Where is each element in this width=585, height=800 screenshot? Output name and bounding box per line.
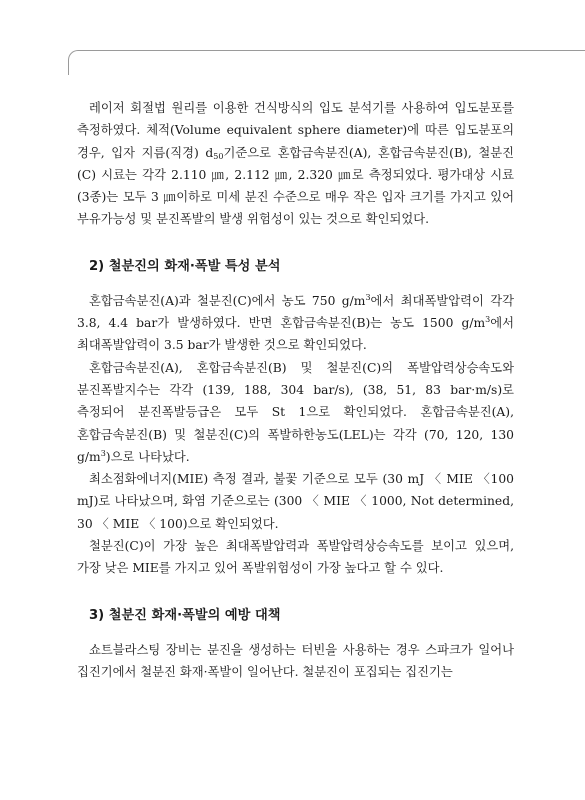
paragraph-particle-size (77, 97, 514, 231)
page-body (77, 97, 514, 683)
paragraph-max-explosion-pressure (77, 290, 514, 357)
text-run: 혼합금속분진(A)과 철분진(C)에서 농도 750 g/m (89, 293, 366, 308)
section-heading-prevention-measures: 3) 철분진 화재·폭발의 예방 대책 (89, 607, 281, 623)
paragraph-min-ignition-energy: 최소점화에너지(MIE) 측정 결과, 불꽃 기준으로 모두 (30 mJ 〈 MIE 〈100 mJ)로 나타났으며, 화염 기준으로는 (300 〈 MIE 〈 1000, Not determined, 30 〈 MIE 〈 100)으로 확인되었다. (77, 472, 514, 531)
page-header-rule (68, 50, 585, 75)
superscript: 3 (365, 292, 371, 302)
subscript: 50 (213, 151, 224, 161)
text-run: 레이저 회절법 원리를 이용한 건식방식의 입도 분석기를 사용하여 입도분포를 측정하였다. 체적(Volume equivalent sphere diameter)에 따른 입도분포의 경우, 입자 지름(직경) d (77, 101, 514, 160)
text-run: 기준으로 혼합금속분진(A), 혼합금속분진(B), 철분진(C) 시료는 각각 2.110 ㎛, 2.112 ㎛, 2.320 ㎛로 측정되었다. 평가대상 시료(3종)는 모두 3 ㎛이하로 미세 분진 수준으로 매우 작은 입자 크기를 가지고 있어 부유가능성 및 분진폭발의 발생 위험성이 있는 것으로 확인되었다. (77, 145, 514, 227)
text-run: 에서 최대폭발압력이 3.5 bar가 발생한 것으로 확인되었다. (77, 316, 514, 353)
paragraph-shot-blasting: 쇼트블라스팅 장비는 분진을 생성하는 터빈을 사용하는 경우 스파크가 일어나 집진기에서 철분진 화재·폭발이 일어난다. 철분진이 포집되는 집진기는 (77, 642, 514, 679)
text-run: 혼합금속분진(A), 혼합금속분진(B) 및 철분진(C)의 폭발압력상승속도와 분진폭발지수는 각각 (139, 188, 304 bar/s), (38, 51, 83 bar·m/s)로 측정되어 분진폭발등급은 모두 St 1으로 확인되었다. 혼합금속분진(A), 혼합금속분진(B) 및 철분진(C)의 폭발하한농도(LEL)는 각각 (70, 120, 130 g/m (77, 360, 514, 464)
text-run: )으로 나타났다. (105, 449, 190, 464)
paragraph-pressure-rise-rate (77, 357, 514, 468)
paragraph-risk-conclusion: 철분진(C)이 가장 높은 최대폭발압력과 폭발압력상승속도를 보이고 있으며, 가장 낮은 MIE를 가지고 있어 폭발위험성이 가장 높다고 할 수 있다. (77, 539, 514, 576)
superscript: 3 (485, 315, 491, 325)
text-run: 에서 최대폭발압력이 각각 3.8, 4.4 bar가 발생하였다. 반면 혼합금속분진(B)는 농도 1500 g/m (77, 293, 514, 331)
superscript: 3 (100, 448, 106, 458)
section-heading-fire-explosion-analysis: 2) 철분진의 화재·폭발 특성 분석 (89, 258, 281, 274)
